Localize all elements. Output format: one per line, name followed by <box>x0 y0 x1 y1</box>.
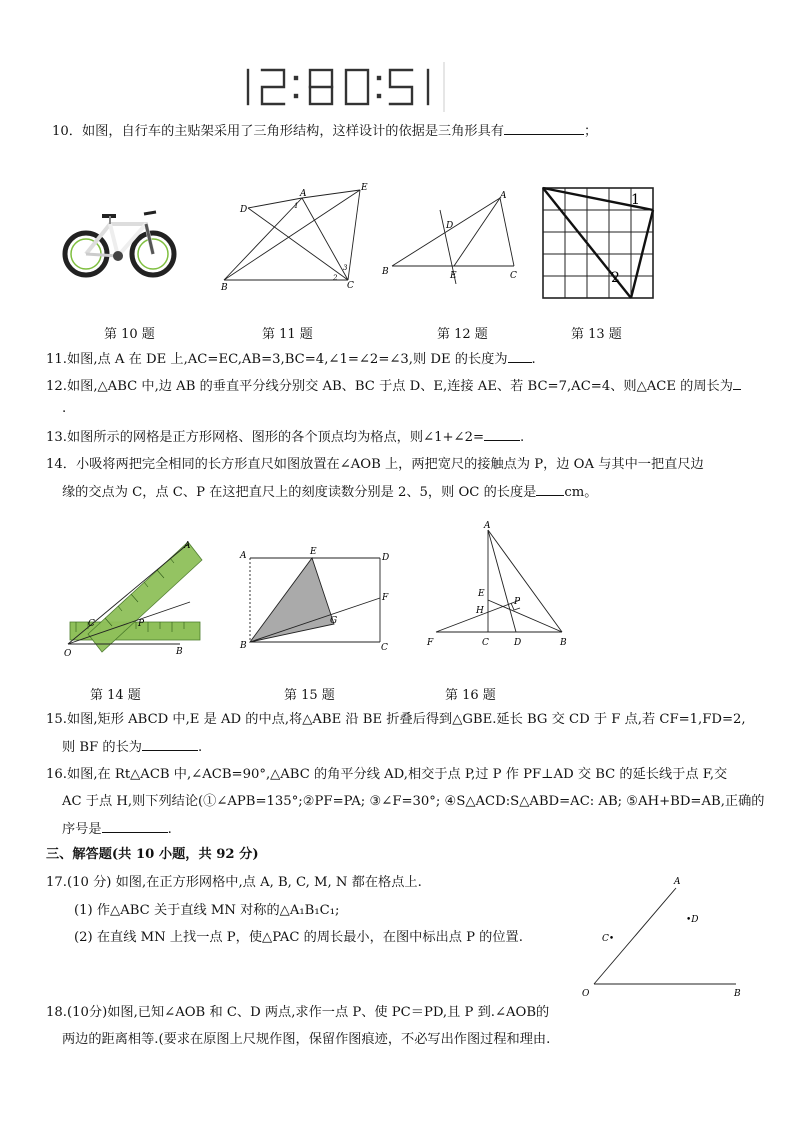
label-B: B <box>560 638 567 648</box>
figure-11 <box>218 182 368 292</box>
label-C: C <box>347 281 354 291</box>
point-C: C• <box>602 934 615 944</box>
angle-1-label: 1 <box>631 192 640 208</box>
label-P: P <box>514 597 521 607</box>
question-12-continued: . <box>62 401 67 416</box>
question-16-line3: 序号是 . <box>62 822 172 837</box>
label-F: F <box>427 638 434 648</box>
caption-16: 第 16 题 <box>445 688 496 703</box>
question-18-line2: 两边的距离相等.(要求在原图上尺规作图，保留作图痕迹，不必写出作图过程和理由. <box>62 1032 551 1047</box>
label-A: A <box>184 541 191 551</box>
figure-14-rulers <box>60 538 210 660</box>
figure-12 <box>378 188 528 284</box>
label-C: C <box>510 271 517 281</box>
label-C: C <box>88 619 95 629</box>
question-11: 11.如图,点 A 在 DE 上,AC=EC,AB=3,BC=4,∠1=∠2=∠3,则 DE 的长度为 . <box>46 352 536 367</box>
question-16-line2: AC 于点 H,则下列结论(①∠APB=135°;②PF=PA; ③∠F=30°; ④S△ACD:S△ABD=AC: AB; ⑤AH+BD=AB,正确的 <box>62 794 765 809</box>
answer-blank[interactable] <box>536 483 564 496</box>
label-E: E <box>310 547 317 557</box>
question-10-text: 10．如图，自行车的主贴架采用了三角形结构，这样设计的依据是三角形具有 <box>52 124 504 139</box>
label-C: C <box>381 643 388 653</box>
label-3: 3 <box>343 264 348 272</box>
label-B: B <box>176 647 183 657</box>
label-C: C <box>482 638 489 648</box>
question-14-line1: 14．小吸将两把完全相同的长方形直尺如图放置在∠AOB 上，两把宽尺的接触点为 P，边 OA 与其中一把直尺边 <box>46 457 704 472</box>
point-D: •D <box>686 915 699 925</box>
label-E: E <box>478 589 485 599</box>
figure-16 <box>424 518 574 652</box>
label-1: 1 <box>294 202 299 210</box>
label-A: A <box>300 189 307 199</box>
section-heading: 三、解答题(共 10 小题，共 92 分) <box>46 847 259 862</box>
answer-blank[interactable] <box>102 820 168 833</box>
label-O: O <box>582 989 590 999</box>
label-A: A <box>674 877 681 887</box>
figure-13-grid <box>541 186 656 301</box>
bicycle-image <box>62 200 178 282</box>
answer-blank[interactable] <box>733 377 741 390</box>
question-18-line1: 18.(10分)如图,已知∠AOB 和 C、D 两点,求作一点 P、使 PC＝PD,且 P 到.∠AOB的 <box>46 1005 550 1020</box>
question-15-line1: 15.如图,矩形 ABCD 中,E 是 AD 的中点,将△ABE 沿 BE 折叠后得到△GBE.延长 BG 交 CD 于 F 点,若 CF=1,FD=2, <box>46 712 746 727</box>
question-10: 10．如图，自行车的主贴架采用了三角形结构，这样设计的依据是三角形具有 ； <box>52 124 598 139</box>
label-P: P <box>138 619 145 629</box>
label-B: B <box>734 989 741 999</box>
label-D: D <box>382 553 390 563</box>
caption-11: 第 11 题 <box>262 327 313 342</box>
label-D: D <box>240 205 248 215</box>
question-17-part1: (1) 作△ABC 关于直线 MN 对称的△A₁B₁C₁; <box>74 903 340 918</box>
label-2: 2 <box>333 274 338 282</box>
question-13: 13.如图所示的网格是正方形网格、图形的各个顶点均为格点，则∠1+∠2= . <box>46 430 525 445</box>
figure-15 <box>238 540 398 658</box>
question-17-part2: (2) 在直线 MN 上找一点 P，使△PAC 的周长最小，在图中标出点 P 的位置. <box>74 930 523 945</box>
label-G: G <box>330 616 338 626</box>
caption-10: 第 10 题 <box>104 327 155 342</box>
answer-blank[interactable] <box>508 350 532 363</box>
label-O: O <box>64 649 72 659</box>
label-B: B <box>221 283 228 292</box>
caption-15: 第 15 题 <box>284 688 335 703</box>
angle-2-label: 2 <box>611 270 620 286</box>
label-D: D <box>446 221 454 231</box>
answer-blank[interactable] <box>484 428 520 441</box>
question-17-line1: 17.(10 分) 如图,在正方形网格中,点 A, B, C, M, N 都在格点上. <box>46 875 422 890</box>
label-B: B <box>240 641 247 651</box>
label-E: E <box>361 183 368 193</box>
caption-12: 第 12 题 <box>437 327 488 342</box>
label-F: F <box>382 593 389 603</box>
label-A: A <box>240 551 247 561</box>
question-14-line2: 缘的交点为 C，点 C、P 在这把直尺上的刻度读数分别是 2、5，则 OC 的长度是 cm。 <box>62 485 598 500</box>
answer-blank[interactable] <box>504 122 584 135</box>
label-A: A <box>484 521 491 531</box>
timer-display <box>238 62 446 112</box>
label-B: B <box>382 267 389 277</box>
label-A: A <box>500 191 507 201</box>
label-E: E <box>450 271 457 281</box>
caption-14: 第 14 题 <box>90 688 141 703</box>
figure-17-angle <box>578 870 748 1000</box>
label-H: H <box>476 606 484 616</box>
question-12: 12.如图,△ABC 中,边 AB 的垂直平分线分别交 AB、BC 于点 D、E,连接 AE、若 BC=7,AC=4、则△ACE 的周长为 <box>46 377 741 396</box>
answer-blank[interactable] <box>142 738 198 751</box>
question-16-line1: 16.如图,在 Rt△ACB 中,∠ACB=90°,△ABC 的角平分线 AD,相交于点 P,过 P 作 PF⊥AD 交 BC 的延长线于点 F,交 <box>46 767 728 782</box>
question-15-line2: 则 BF 的长为 . <box>62 740 203 755</box>
label-D: D <box>514 638 522 648</box>
caption-13: 第 13 题 <box>571 327 622 342</box>
